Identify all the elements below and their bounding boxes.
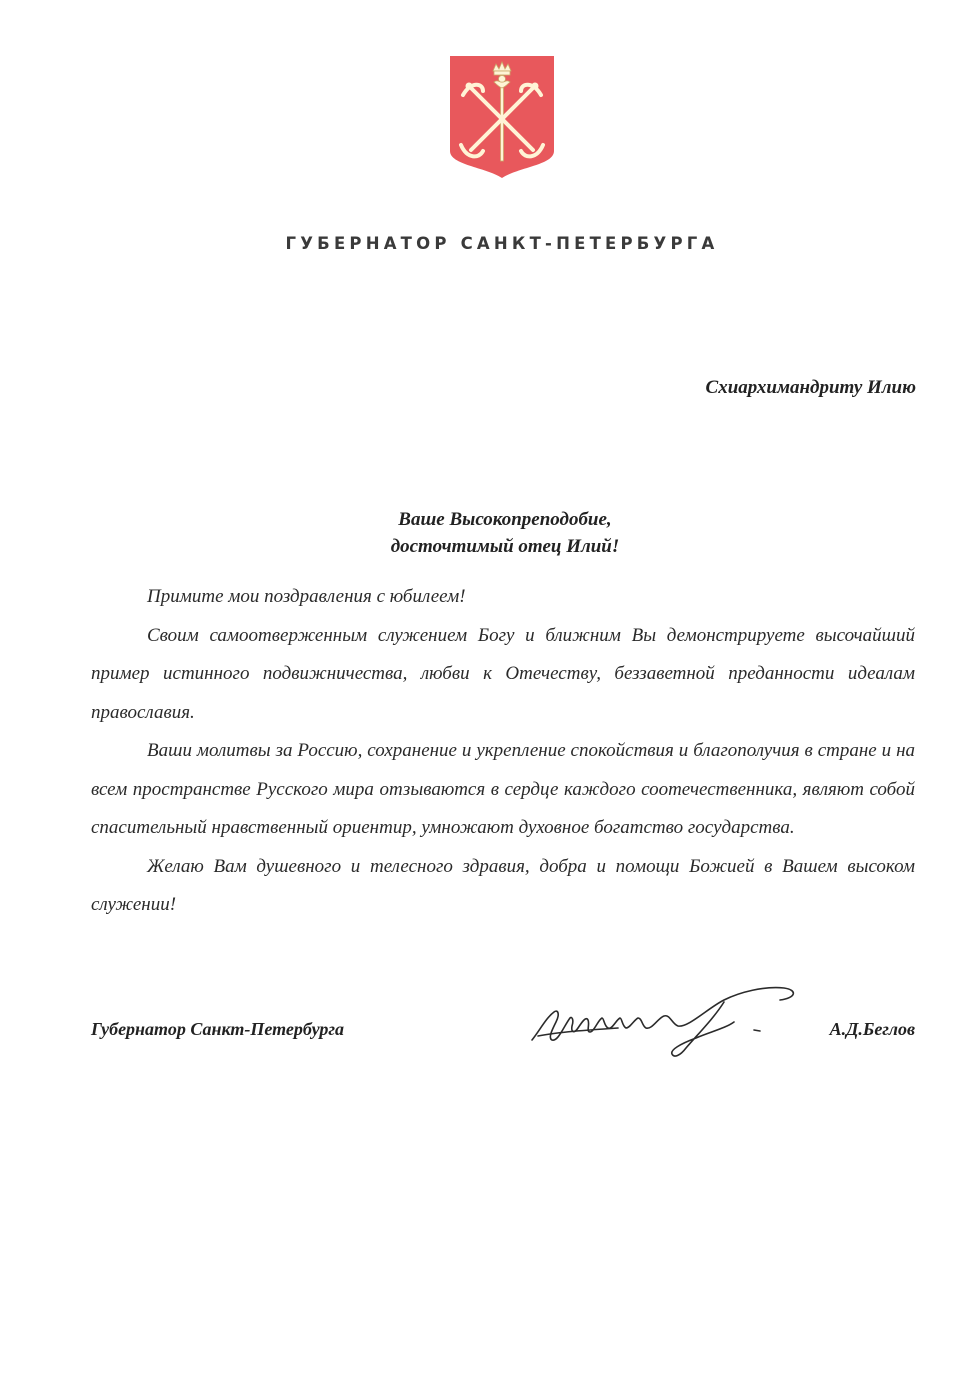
handwritten-signature-icon <box>528 978 808 1060</box>
saint-petersburg-coat-of-arms-icon <box>449 55 555 179</box>
body-paragraph-4: Желаю Вам душевного и телесного здравия, добра и помощи Божией в Вашем высоком служении! <box>91 855 915 915</box>
letter-body <box>91 578 915 925</box>
body-paragraph-2: Своим самоотверженным служением Богу и ближним Вы демонстрируете высочайший пример истинного подвижничества, любви к Отечеству, беззаветной преданности идеалам православия. <box>91 624 915 723</box>
salutation <box>0 506 976 560</box>
salutation-line-2: досточтимый отец Илий! <box>390 536 620 557</box>
body-paragraph-3: Ваши молитвы за Россию, сохранение и укрепление спокойствия и благополучия в стране и на всем пространстве Русского мира отзываются в сердце каждого соотечественника, являют собой спасительный нравственный ориентир, умножают духовное богатство государства. <box>91 740 915 838</box>
addressee: Схиархимандриту Илию <box>705 377 916 398</box>
salutation-line-1: Ваше Высокопреподобие, <box>398 509 612 530</box>
signatory-position: Губернатор Санкт-Петербурга <box>91 1019 344 1039</box>
letterhead-title: ГУБЕРНАТОР САНКТ-ПЕТЕРБУРГА <box>285 234 719 253</box>
body-paragraph-1: Примите мои поздравления с юбилеем! <box>147 586 466 607</box>
signatory-name: А.Д.Беглов <box>829 1019 915 1039</box>
